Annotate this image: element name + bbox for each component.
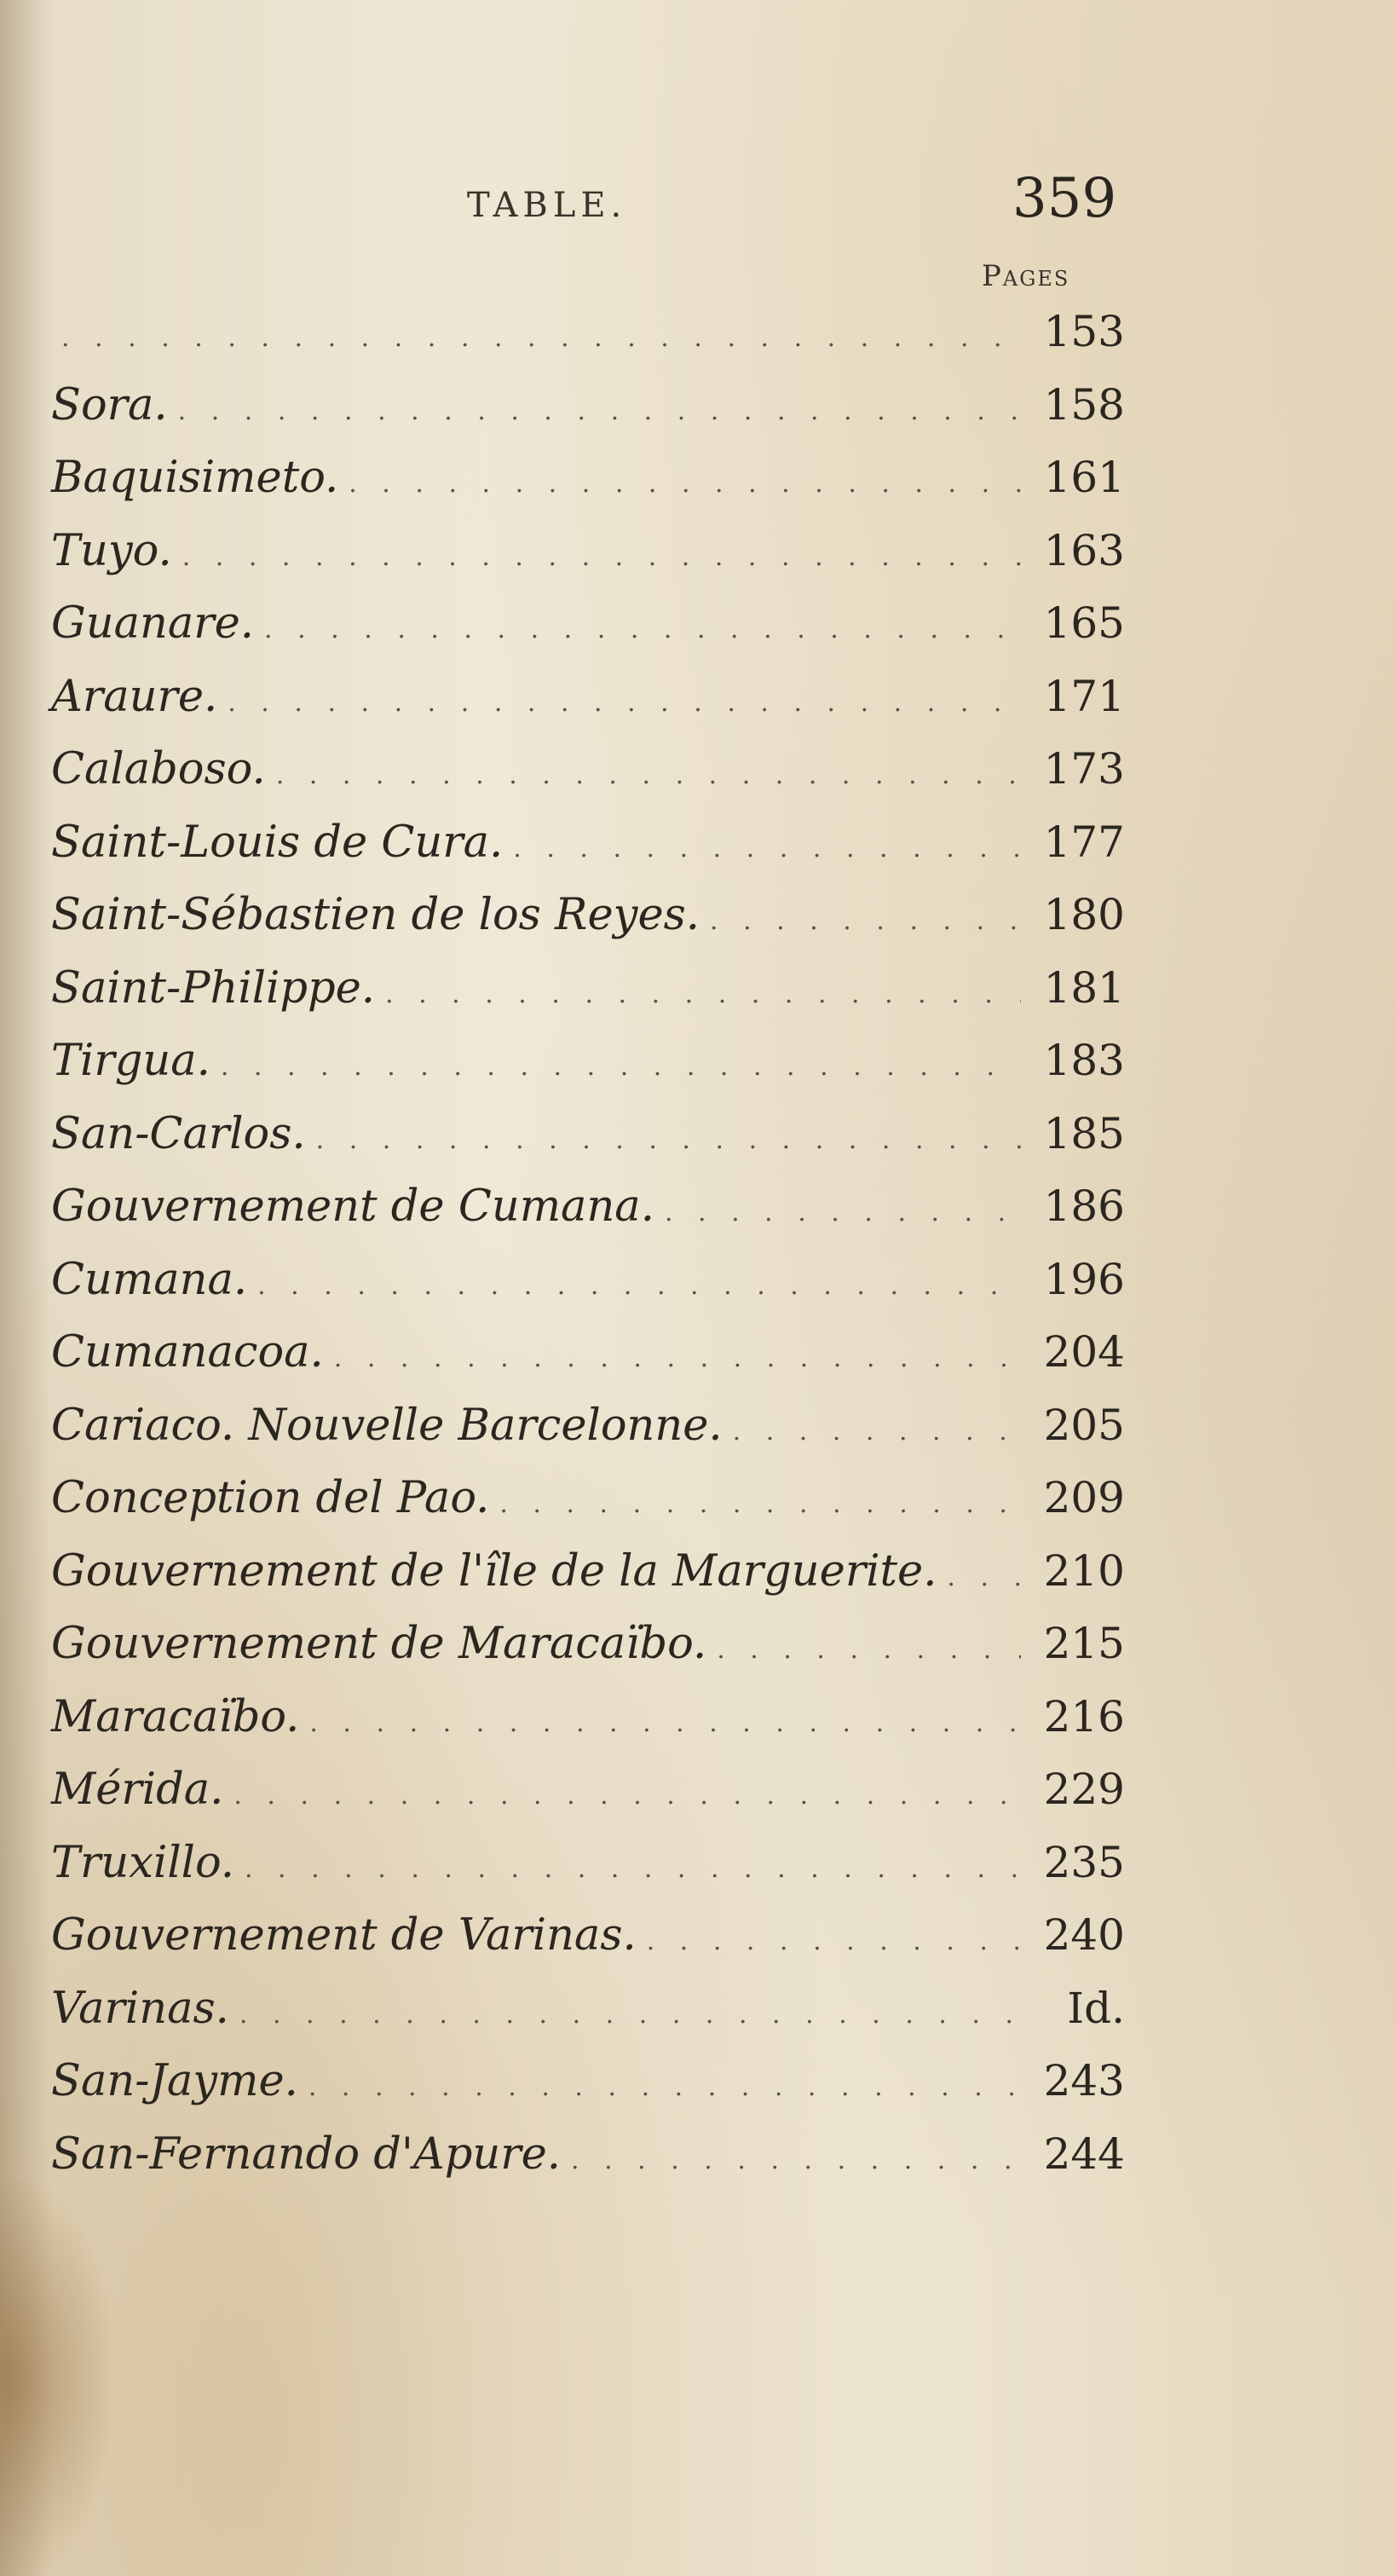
dot-leader bbox=[221, 1052, 1021, 1082]
entry-title: Cumanacoa. bbox=[51, 1327, 324, 1378]
toc-entry bbox=[51, 817, 1125, 891]
dot-leader bbox=[182, 542, 1021, 572]
entry-title: Guanare. bbox=[51, 598, 255, 649]
entry-page: 240 bbox=[1043, 1910, 1125, 1960]
entry-title: Varinas. bbox=[51, 1983, 229, 2034]
entry-page: 180 bbox=[1043, 890, 1125, 939]
dot-leader bbox=[233, 1781, 1021, 1811]
dot-leader bbox=[316, 1125, 1021, 1155]
entry-title: Saint-Philippe. bbox=[51, 962, 376, 1014]
entry-page: 196 bbox=[1043, 1254, 1125, 1304]
entry-page: 215 bbox=[1043, 1619, 1125, 1668]
entry-page: 186 bbox=[1043, 1181, 1125, 1231]
toc-entry bbox=[51, 598, 1125, 672]
dot-leader bbox=[733, 1417, 1021, 1447]
entry-title: Araure. bbox=[51, 671, 218, 722]
entry-page: 171 bbox=[1043, 671, 1125, 721]
dot-leader bbox=[264, 615, 1021, 644]
entry-title: Saint-Sébastien de los Reyes. bbox=[51, 890, 700, 940]
dot-leader bbox=[385, 979, 1021, 1009]
entry-page: 185 bbox=[1043, 1108, 1125, 1158]
entry-title: Saint-Louis de Cura. bbox=[51, 817, 504, 868]
dot-leader bbox=[349, 469, 1021, 499]
toc-entry bbox=[51, 1181, 1125, 1255]
dot-leader bbox=[513, 834, 1021, 863]
entry-title: Gouvernement de Cumana. bbox=[51, 1181, 654, 1232]
entry-page: 158 bbox=[1043, 379, 1125, 430]
toc-entry bbox=[51, 1546, 1125, 1620]
dot-leader bbox=[308, 2072, 1021, 2102]
entry-page: 177 bbox=[1043, 817, 1125, 867]
toc-entry bbox=[51, 526, 1125, 599]
entry-title: Mérida. bbox=[51, 1765, 224, 1815]
entry-page: 163 bbox=[1043, 525, 1125, 575]
entry-title: Truxillo. bbox=[51, 1837, 234, 1888]
toc-entry bbox=[51, 1910, 1125, 1984]
toc-entry bbox=[51, 1036, 1125, 1109]
entry-page: 205 bbox=[1043, 1400, 1125, 1450]
toc-entry bbox=[51, 744, 1125, 817]
page-number: 359 bbox=[1012, 167, 1117, 230]
running-title: TABLE. bbox=[467, 186, 627, 225]
toc-entry bbox=[51, 1327, 1125, 1401]
dot-leader bbox=[228, 688, 1021, 718]
toc-entry bbox=[51, 1765, 1125, 1838]
dot-leader bbox=[717, 1635, 1021, 1665]
toc-entry bbox=[51, 1838, 1125, 1911]
page-header bbox=[0, 167, 1395, 244]
toc-entry bbox=[51, 963, 1125, 1037]
toc-entry bbox=[51, 1473, 1125, 1546]
toc-entry bbox=[51, 1984, 1125, 2057]
entry-title: Conception del Pao. bbox=[51, 1473, 490, 1523]
entry-title: San-Carlos. bbox=[51, 1108, 306, 1159]
entry-page: 161 bbox=[1043, 453, 1125, 502]
dot-leader bbox=[245, 1854, 1021, 1884]
entry-title: Tirgua. bbox=[51, 1036, 210, 1086]
pages-column-label: Pages bbox=[982, 259, 1070, 293]
toc-entry bbox=[51, 1109, 1125, 1182]
dot-leader bbox=[239, 2000, 1021, 2030]
dot-leader bbox=[334, 1343, 1021, 1373]
water-stain bbox=[0, 2182, 111, 2576]
entry-title: Maracaïbo. bbox=[51, 1691, 300, 1742]
dot-leader bbox=[710, 906, 1021, 936]
toc-entry bbox=[51, 672, 1125, 745]
entry-title: Baquisimeto. bbox=[51, 453, 339, 503]
entry-page: 243 bbox=[1043, 2056, 1125, 2105]
entry-page: 229 bbox=[1043, 1765, 1125, 1814]
entry-page: Id. bbox=[1067, 1983, 1125, 2033]
dot-leader bbox=[665, 1198, 1021, 1227]
entry-title: Tuyo. bbox=[51, 525, 172, 576]
dot-leader bbox=[571, 2146, 1021, 2175]
entry-page: 216 bbox=[1043, 1691, 1125, 1741]
table-of-contents bbox=[51, 307, 1125, 2202]
entry-page: 183 bbox=[1043, 1036, 1125, 1085]
dot-leader bbox=[647, 1926, 1021, 1956]
entry-title: San-Fernando d'Apure. bbox=[51, 2128, 562, 2180]
entry-page: 235 bbox=[1043, 1837, 1125, 1887]
entry-page: 204 bbox=[1043, 1327, 1125, 1377]
entry-title: Cumana. bbox=[51, 1254, 248, 1305]
entry-page: 244 bbox=[1043, 2128, 1125, 2179]
entry-page: 209 bbox=[1043, 1473, 1125, 1522]
toc-entry bbox=[51, 1619, 1125, 1692]
toc-entry bbox=[51, 380, 1125, 453]
toc-entry bbox=[51, 1401, 1125, 1474]
toc-entry bbox=[51, 2056, 1125, 2129]
entry-title: Calaboso. bbox=[51, 744, 266, 794]
dot-leader bbox=[178, 396, 1021, 426]
toc-entry bbox=[51, 890, 1125, 963]
entry-page: 153 bbox=[1043, 307, 1125, 356]
entry-title: San-Jayme. bbox=[51, 2056, 298, 2106]
toc-entry bbox=[51, 1255, 1125, 1328]
entry-title: Gouvernement de Maracaïbo. bbox=[51, 1619, 707, 1669]
dot-leader bbox=[947, 1562, 1021, 1592]
entry-page: 165 bbox=[1043, 598, 1125, 648]
dot-leader bbox=[499, 1489, 1021, 1519]
dot-leader bbox=[257, 1271, 1021, 1301]
entry-title: Gouvernement de l'île de la Marguerite. bbox=[51, 1545, 937, 1597]
entry-page: 173 bbox=[1043, 744, 1125, 794]
entry-title: Gouvernement de Varinas. bbox=[51, 1910, 637, 1961]
entry-title: Sora. bbox=[51, 379, 168, 430]
entry-page: 181 bbox=[1043, 962, 1125, 1013]
toc-entry bbox=[51, 307, 1125, 380]
dot-leader bbox=[276, 760, 1021, 790]
toc-entry bbox=[51, 2129, 1125, 2203]
entry-title: Cariaco. Nouvelle Barcelonne. bbox=[51, 1400, 723, 1451]
toc-entry bbox=[51, 1692, 1125, 1765]
dot-leader bbox=[309, 1708, 1021, 1738]
entry-page: 210 bbox=[1043, 1545, 1125, 1596]
toc-entry bbox=[51, 453, 1125, 526]
dot-leader bbox=[61, 323, 1021, 353]
